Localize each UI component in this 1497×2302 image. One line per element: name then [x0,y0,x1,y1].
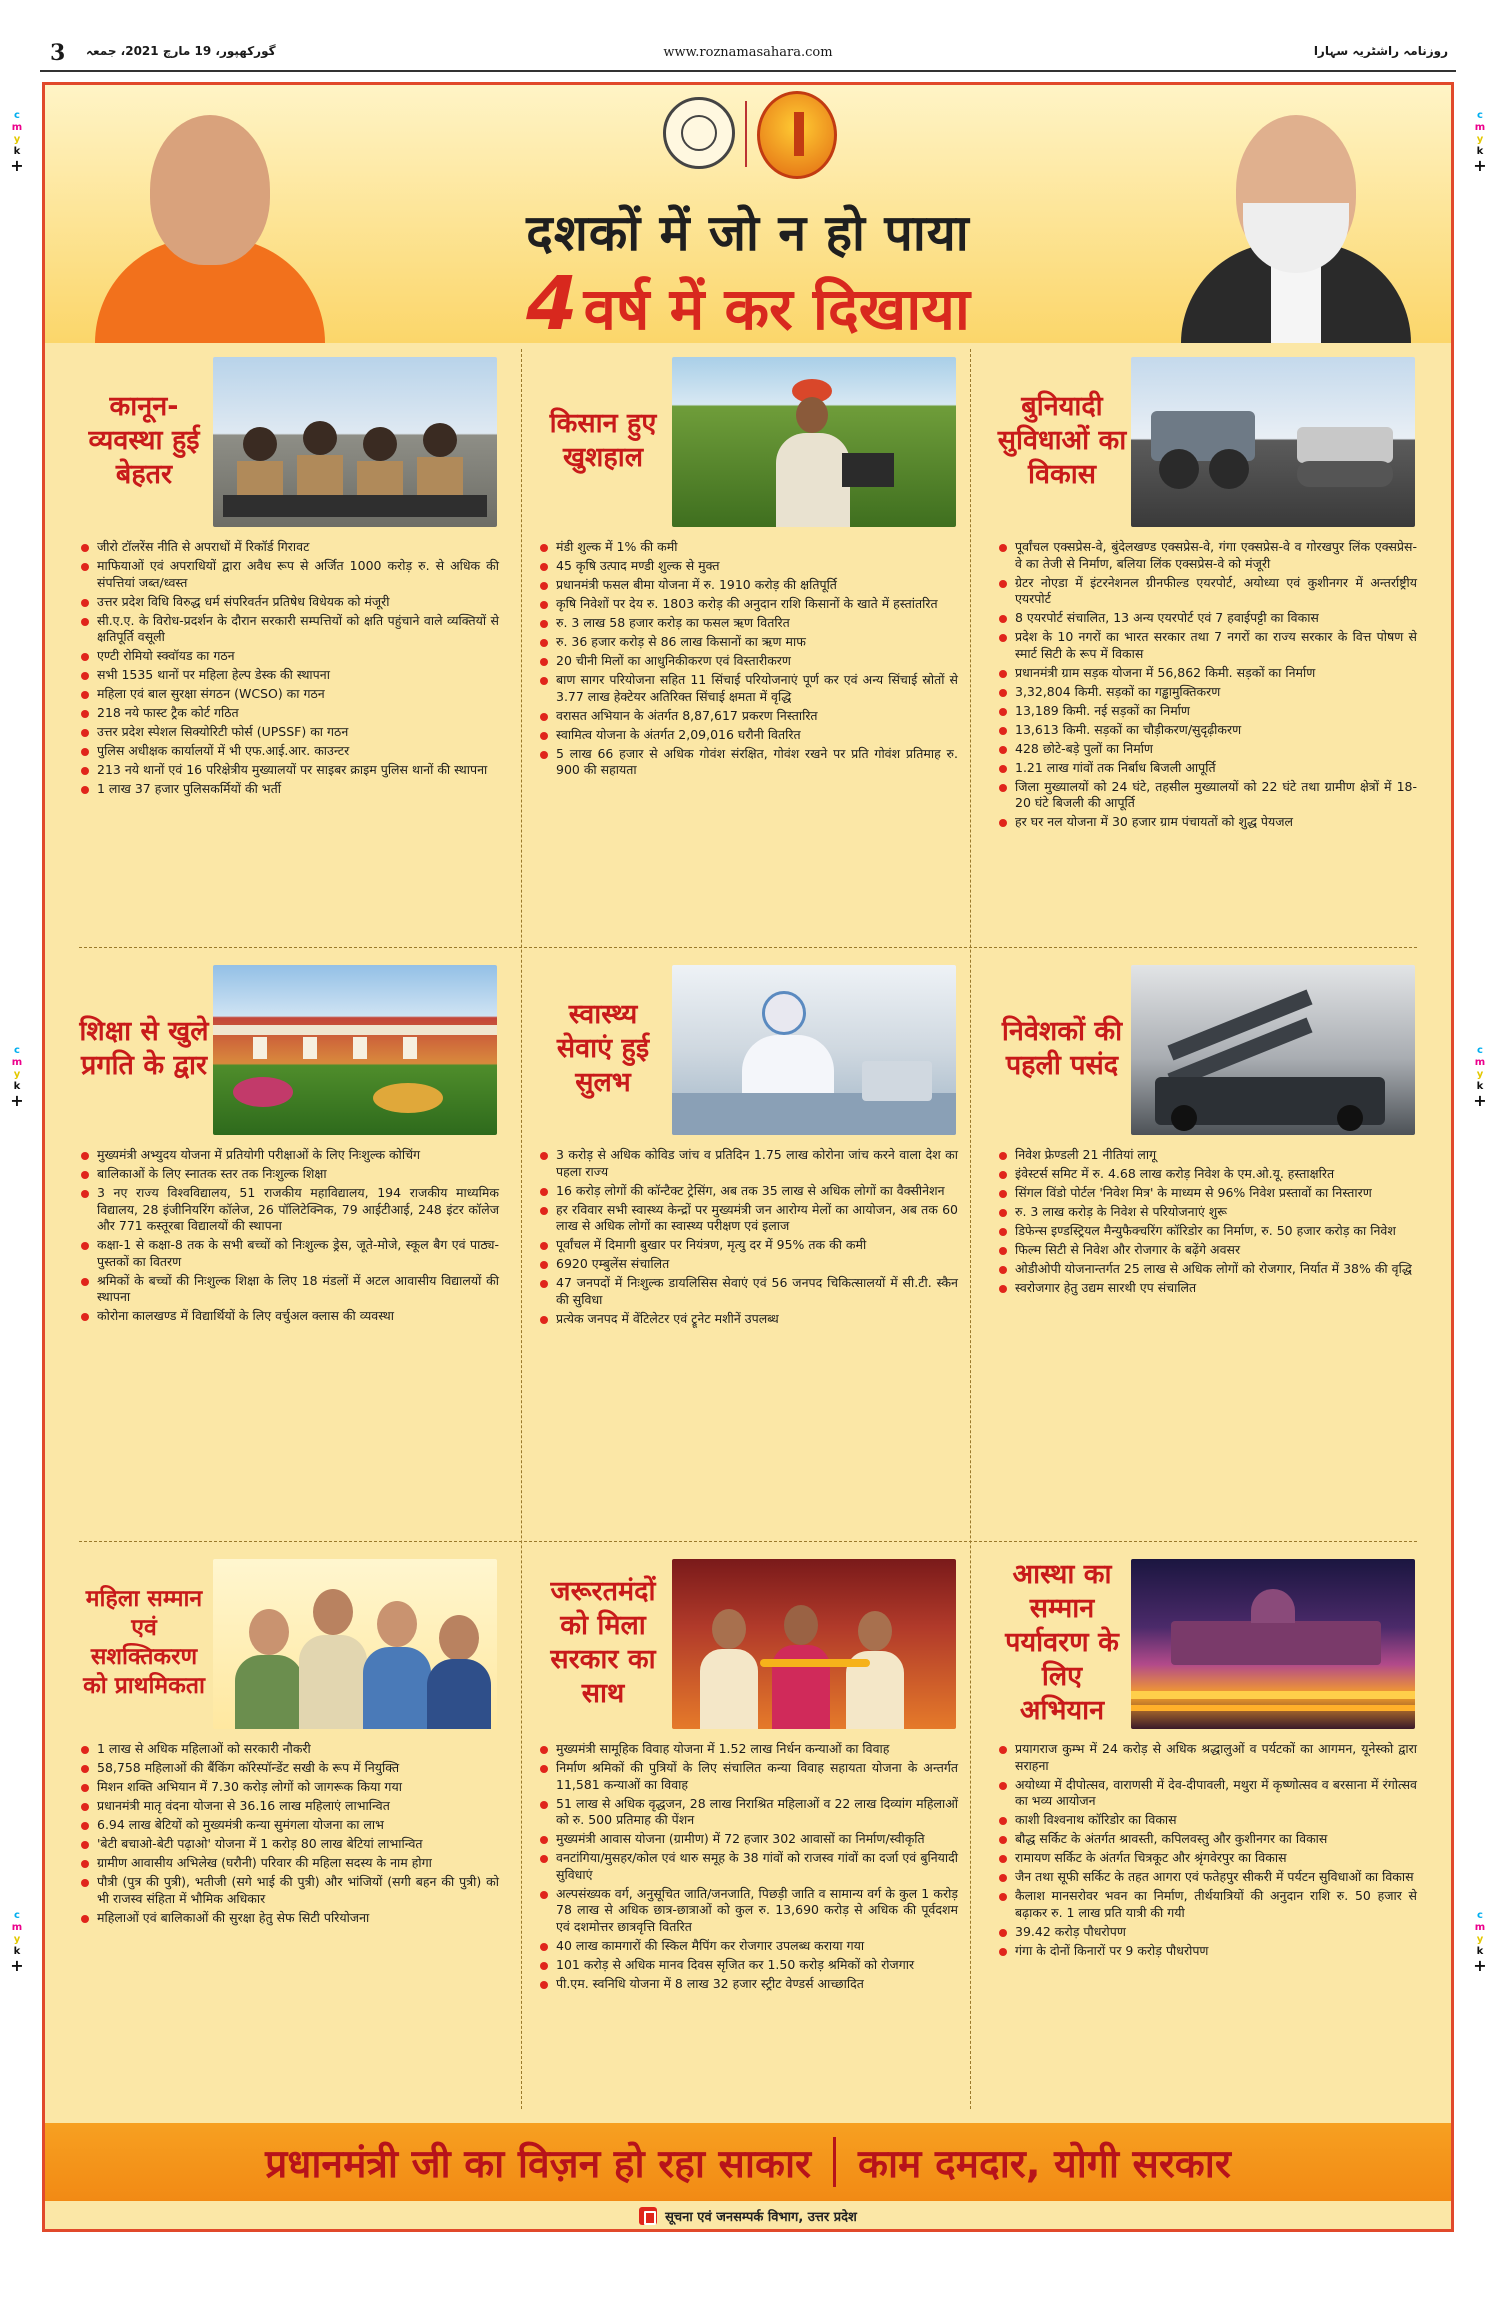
list-item: मुख्यमंत्री अभ्युदय योजना में प्रतियोगी परीक्षाओं के लिए निःशुल्क कोचिंग [79,1147,499,1164]
print-registration-mark: c m y k + [10,110,24,175]
panel-education [79,957,499,1323]
list-item: मुख्यमंत्री आवास योजना (ग्रामीण) में 72 हजार 302 आवासों का निर्माण/स्वीकृति [538,1831,958,1848]
column-divider [970,349,971,2109]
panel-health [538,957,958,1326]
list-item: उत्तर प्रदेश स्पेशल सिक्योरिटी फोर्स (UPSSF) का गठन [79,724,499,741]
list-item: 5 लाख 66 हजार से अधिक गोवंश संरक्षित, गोवंश रखने पर प्रति गोवंश प्रतिमाह रु. 900 की सहायता [538,746,958,779]
panel-infrastructure [997,349,1417,829]
list-item: 3 नए राज्य विश्वविद्यालय, 51 राजकीय महाविद्यालय, 194 राजकीय माध्यमिक विद्यालय, 28 इंजीनियरिंग कॉलेज, 26 पॉलिटेक्निक, 79 आईटीआई, 248 इंटर कॉलेज और 771 कस्तूरबा विद्यालयों की स्थापना [79,1185,499,1235]
panel-title: कानून-व्यवस्था हुई बेहतर [88,391,200,490]
list-item: 1.21 लाख गांवों तक निर्बाध बिजली आपूर्ति [997,760,1417,777]
list-item: रामायण सर्किट के अंतर्गत चित्रकूट और श्रृंगवेरपुर का विकास [997,1850,1417,1867]
list-item: 47 जनपदों में निःशुल्क डायलिसिस सेवाएं एवं 56 जनपद चिकित्सालयों में सी.टी. स्कैन की सुविधा [538,1275,958,1308]
list-item: कृषि निवेशों पर देय रु. 1803 करोड़ की अनुदान राशि किसानों के खाते में हस्तांतरित [538,596,958,613]
list-item: ग्रेटर नोएडा में इंटरनेशनल ग्रीनफील्ड एयरपोर्ट, अयोध्या एवं कुशीनगर में अन्तर्राष्ट्रीय एयरपोर्ट [997,575,1417,608]
list-item: 1 लाख से अधिक महिलाओं को सरकारी नौकरी [79,1741,499,1758]
farmer-field-photo [672,357,956,527]
list-item: उत्तर प्रदेश विधि विरुद्ध धर्म संपरिवर्तन प्रतिषेध विधेयक को मंजूरी [79,594,499,611]
list-item: 39.42 करोड़ पौधरोपण [997,1924,1417,1941]
list-item: 3 करोड़ से अधिक कोविड जांच व प्रतिदिन 1.75 लाख कोरोना जांच करने वाला देश का पहला राज्य [538,1147,958,1180]
list-item: सिंगल विंडो पोर्टल 'निवेश मित्र' के माध्यम से 96% निवेश प्रस्तावों का निस्तारण [997,1185,1417,1202]
list-item: पूर्वांचल में दिमागी बुखार पर नियंत्रण, मृत्यु दर में 95% तक की कमी [538,1237,958,1254]
column-divider [521,349,522,2109]
print-registration-mark: c m y k + [1473,1045,1487,1110]
defence-factory-photo [1131,965,1415,1135]
list-item: रु. 36 हजार करोड़ से 86 लाख किसानों का ऋण माफ [538,634,958,651]
list-item: एण्टी रोमियो स्क्वॉयड का गठन [79,648,499,665]
list-item: 1 लाख 37 हजार पुलिसकर्मियों की भर्ती [79,781,499,798]
dateline: گورکھپور، 19 مارچ 2021، جمعہ [86,44,276,58]
emblem-divider [745,101,747,167]
list-item: ग्रामीण आवासीय अभिलेख (घरौनी) परिवार की महिला सदस्य के नाम होगा [79,1855,499,1872]
newspaper-masthead [40,36,1456,68]
list-item: 40 लाख कामगारों की स्किल मैपिंग कर रोजगार उपलब्ध कराया गया [538,1938,958,1955]
panel-title: शिक्षा से खुले प्रगति के द्वार [79,1016,209,1081]
list-item: 13,613 किमी. सड़कों का चौड़ीकरण/सुदृढ़ीकरण [997,722,1417,739]
list-item: सी.ए.ए. के विरोध-प्रदर्शन के दौरान सरकारी सम्पत्तियों को क्षति पहुंचाने वाले व्यक्तियों से क्षतिपूर्ति वसूली [79,613,499,646]
list-item: इंवेस्टर्स समिट में रु. 4.68 लाख करोड़ निवेश के एम.ओ.यू. हस्ताक्षरित [997,1166,1417,1183]
state-seal-icon [663,97,735,169]
list-item: माफियाओं एवं अपराधियों द्वारा अवैध रूप से अर्जित 1000 करोड़ रु. से अधिक की संपत्तियां जब्त/ध्वस्त [79,558,499,591]
list-item: 6.94 लाख बेटियों को मुख्यमंत्री कन्या सुमंगला योजना का लाभ [79,1817,499,1834]
list-item: बालिकाओं के लिए स्नातक स्तर तक निःशुल्क शिक्षा [79,1166,499,1183]
list-item: स्वरोजगार हेतु उद्यम सारथी एप संचालित [997,1280,1417,1297]
road-construction-photo [1131,357,1415,527]
list-item: निवेश फ्रेण्डली 21 नीतियां लागू [997,1147,1417,1164]
list-item: श्रमिकों के बच्चों की निःशुल्क शिक्षा के लिए 18 मंडलों में अटल आवासीय विद्यालयों की स्थापना [79,1273,499,1306]
panel-title: स्वास्थ्य सेवाएं हुई सुलभ [556,999,650,1098]
list-item: 428 छोटे-बड़े पुलों का निर्माण [997,741,1417,758]
newspaper-name: روزنامہ راشٹریہ سہارا [1313,44,1448,58]
list-item: महिला एवं बाल सुरक्षा संगठन (WCSO) का गठन [79,686,499,703]
panel-bullets [538,539,958,781]
list-item: 3,32,804 किमी. सड़कों का गड्ढामुक्तिकरण [997,684,1417,701]
list-item: प्रदेश के 10 नगरों का भारत सरकार तथा 7 नगरों का राज्य सरकार के वित्त पोषण से स्मार्ट सिटी के रूप में विकास [997,629,1417,662]
list-item: फिल्म सिटी से निवेश और रोजगार के बढ़ेंगे अवसर [997,1242,1417,1259]
department-logo-icon [639,2207,657,2225]
list-item: स्वामित्व योजना के अंतर्गत 2,09,016 घरौनी वितरित [538,727,958,744]
panel-bullets [997,1741,1417,1962]
panel-bullets [79,1741,499,1929]
laboratory-photo [672,965,956,1135]
list-item: सभी 1535 थानों पर महिला हेल्प डेस्क की स्थापना [79,667,499,684]
department-credit [45,2203,1451,2229]
list-item: प्रयागराज कुम्भ में 24 करोड़ से अधिक श्रद्धालुओं व पर्यटकों का आगमन, यूनेस्को द्वारा सराहना [997,1741,1417,1774]
list-item: पौत्री (पुत्र की पुत्री), भतीजी (सगे भाई की पुत्री) और भांजियों (सगी बहन की पुत्री) को भी राजस्व संहिता में भौमिक अधिकार [79,1874,499,1907]
slogan-right: काम दमदार, योगी सरकार [858,2141,1231,2187]
list-item: प्रधानमंत्री ग्राम सड़क योजना में 56,862 किमी. सड़कों का निर्माण [997,665,1417,682]
panel-bullets [79,539,499,800]
row-divider [79,1541,1417,1542]
panel-bullets [79,1147,499,1327]
headline-line-1: दशकों में जो न हो पाया [526,204,970,262]
list-item: 218 नये फास्ट ट्रैक कोर्ट गठित [79,705,499,722]
list-item: वनटांगिया/मुसहर/कोल एवं थारु समूह के 38 गांवों को राजस्व गांवों का दर्जा एवं बुनियादी सुविधाएं [538,1850,958,1883]
panel-title: निवेशकों की पहली पसंद [1001,1016,1123,1081]
list-item: बाण सागर परियोजना सहित 11 सिंचाई परियोजनाएं पूर्ण कर एवं अन्य सिंचाई स्रोतों से 3.77 लाख हेक्टेयर अतिरिक्त सिंचाई क्षमता में वृद्धि [538,672,958,705]
print-registration-mark: c m y k + [1473,1910,1487,1975]
panel-title: किसान हुए खुशहाल [549,408,657,473]
emblem-group [633,91,863,183]
list-item: रु. 3 लाख करोड़ के निवेश से परियोजनाएं शुरू [997,1204,1417,1221]
list-item: हर घर नल योजना में 30 हजार ग्राम पंचायतों को शुद्ध पेयजल [997,814,1417,831]
list-item: डिफेन्स इण्डस्ट्रियल मैन्युफैक्चरिंग कॉरिडोर का निर्माण, रु. 50 हजार करोड़ का निवेश [997,1223,1417,1240]
list-item: 101 करोड़ से अधिक मानव दिवस सृजित कर 1.50 करोड़ श्रमिकों को रोजगार [538,1957,958,1974]
list-item: 6920 एम्बुलेंस संचालित [538,1256,958,1273]
list-item: प्रधानमंत्री मातृ वंदना योजना से 36.16 लाख महिलाएं लाभान्वित [79,1798,499,1815]
panel-women [79,1551,499,1925]
slogan-band [45,2123,1451,2201]
list-item: 'बेटी बचाओ-बेटी पढ़ाओ' योजना में 1 करोड़ 80 लाख बेटियां लाभान्वित [79,1836,499,1853]
list-item: मंडी शुल्क में 1% की कमी [538,539,958,556]
panel-law-and-order [79,349,499,796]
list-item: हर रविवार सभी स्वास्थ्य केन्द्रों पर मुख्यमंत्री जन आरोग्य मेलों का आयोजन, अब तक 60 लाख से अधिक लोगों का स्वास्थ्य परीक्षण एवं इलाज [538,1202,958,1235]
list-item: गंगा के दोनों किनारों पर 9 करोड़ पौधरोपण [997,1943,1417,1960]
panel-investment [997,957,1417,1295]
list-item: जैन तथा सूफी सर्किट के तहत आगरा एवं फतेहपुर सीकरी में पर्यटन सुविधाओं का विकास [997,1869,1417,1886]
panel-bullets [997,1147,1417,1299]
masthead-rule [40,70,1456,72]
headline-number: 4 [516,261,587,347]
list-item: कक्षा-1 से कक्षा-8 तक के सभी बच्चों को निःशुल्क ड्रेस, जूते-मोजे, स्कूल बैग एवं पाठ्य-पुस्तकों का वितरण [79,1237,499,1270]
panel-bullets [538,1147,958,1330]
list-item: बौद्ध सर्किट के अंतर्गत श्रावस्ती, कपिलवस्तु और कुशीनगर का विकास [997,1831,1417,1848]
list-item: महिलाओं एवं बालिकाओं की सुरक्षा हेतु सेफ सिटी परियोजना [79,1910,499,1927]
list-item: पूर्वांचल एक्सप्रेस-वे, बुंदेलखण्ड एक्सप्रेस-वे, गंगा एक्सप्रेस-वे व गोरखपुर लिंक एक्सप्रेस-वे का तेजी से निर्माण, बलिया लिंक एक्सप्रेस-वे को मंजूरी [997,539,1417,572]
headline-line-2-text: वर्ष में कर दिखाया [583,275,970,343]
list-item: मुख्यमंत्री सामूहिक विवाह योजना में 1.52 लाख निर्धन कन्याओं का विवाह [538,1741,958,1758]
list-item: प्रधानमंत्री फसल बीमा योजना में रु. 1910 करोड़ की क्षतिपूर्ति [538,577,958,594]
police-scooter-photo [213,357,497,527]
panel-title: आस्था का सम्मान पर्यावरण के लिए अभियान [1005,1559,1119,1726]
prime-minister-photo [1181,103,1411,343]
department-name: सूचना एवं जनसम्पर्क विभाग, उत्तर प्रदेश [665,2210,857,2225]
panel-farmers [538,349,958,777]
website-url: www.roznamasahara.com [663,45,833,60]
page-number: 3 [50,40,66,66]
panel-faith-environment [997,1551,1417,1958]
hero-banner [45,85,1451,347]
list-item: कोरोना कालखण्ड में विद्यार्थियों के लिए वर्चुअल क्लास की व्यवस्था [79,1308,499,1325]
row-divider [79,947,1417,948]
print-registration-mark: c m y k + [10,1045,24,1110]
deepotsav-photo [1131,1559,1415,1729]
panel-title: महिला सम्मान एवं सशक्तिकरण को प्राथमिकता [83,1586,205,1699]
list-item: निर्माण श्रमिकों की पुत्रियों के लिए संचालित कन्या विवाह सहायता योजना के अन्तर्गत 11,581 कन्याओं का विवाह [538,1760,958,1793]
panel-bullets [538,1741,958,1995]
list-item: 8 एयरपोर्ट संचालित, 13 अन्य एयरपोर्ट एवं 7 हवाईपट्टी का विकास [997,610,1417,627]
list-item: 213 नये थानों एवं 16 परिक्षेत्रीय मुख्यालयों पर साइबर क्राइम पुलिस थानों की स्थापना [79,762,499,779]
list-item: काशी विश्वनाथ कॉरिडोर का विकास [997,1812,1417,1829]
mass-wedding-photo [672,1559,956,1729]
list-item: प्रत्येक जनपद में वेंटिलेटर एवं ट्रूनेट मशीनें उपलब्ध [538,1311,958,1328]
list-item: 16 करोड़ लोगों की कॉन्टैक्ट ट्रेसिंग, अब तक 35 लाख से अधिक लोगों का वैक्सीनेशन [538,1183,958,1200]
panel-bullets [997,539,1417,833]
panel-welfare [538,1551,958,1991]
list-item: कैलाश मानसरोवर भवन का निर्माण, तीर्थयात्रियों की अनुदान राशि रु. 50 हजार से बढ़ाकर रु. 1 लाख प्रति यात्री की गयी [997,1888,1417,1921]
print-registration-mark: c m y k + [1473,110,1487,175]
list-item: पुलिस अधीक्षक कार्यालयों में भी एफ.आई.आर. काउन्टर [79,743,499,760]
list-item: वरासत अभियान के अंतर्गत 8,87,617 प्रकरण निस्तारित [538,708,958,725]
print-registration-mark: c m y k + [10,1910,24,1975]
panel-title: जरूरतमंदों को मिला सरकार का साथ [550,1576,656,1709]
list-item: ओडीओपी योजनान्तर्गत 25 लाख से अधिक लोगों को रोजगार, निर्यात में 38% की वृद्धि [997,1261,1417,1278]
slogan-left: प्रधानमंत्री जी का विज़न हो रहा साकार [265,2141,811,2187]
list-item: पी.एम. स्वनिधि योजना में 8 लाख 32 हजार स्ट्रीट वेण्डर्स आच्छादित [538,1976,958,1993]
slogan-divider [833,2137,836,2187]
anniversary-badge-icon [757,91,837,179]
list-item: 58,758 महिलाओं की बैंकिंग कॉरेस्पॉन्डेंट सखी के रूप में नियुक्ति [79,1760,499,1777]
list-item: अयोध्या में दीपोत्सव, वाराणसी में देव-दीपावली, मथुरा में कृष्णोत्सव व बरसाना में रंगोत्सव का भव्य आयोजन [997,1777,1417,1810]
list-item: 51 लाख से अधिक वृद्धजन, 28 लाख निराश्रित महिलाओं व 22 लाख दिव्यांग महिलाओं को रु. 500 प्रतिमाह की पेंशन [538,1796,958,1829]
panel-title: बुनियादी सुविधाओं का विकास [997,391,1127,490]
list-item: अल्पसंख्यक वर्ग, अनुसूचित जाति/जनजाति, पिछड़ी जाति व सामान्य वर्ग के कुल 1 करोड़ 78 लाख से अधिक छात्र-छात्राओं को कुल रु. 13,690 करोड़ से अधिक की पूर्वदशम एवं दशमोत्तर छात्रवृत्ति वितरित [538,1886,958,1936]
list-item: 13,189 किमी. नई सड़कों का निर्माण [997,703,1417,720]
list-item: मिशन शक्ति अभियान में 7.30 करोड़ लोगों को जागरूक किया गया [79,1779,499,1796]
list-item: जिला मुख्यालयों को 24 घंटे, तहसील मुख्यालयों को 22 घंटे तथा ग्रामीण क्षेत्रों में 18-20 घंटे बिजली की आपूर्ति [997,779,1417,812]
government-advertisement [42,82,1454,2232]
school-building-photo [213,965,497,1135]
list-item: जीरो टॉलरेंस नीति से अपराधों में रिकॉर्ड गिरावट [79,539,499,556]
list-item: 45 कृषि उत्पाद मण्डी शुल्क से मुक्त [538,558,958,575]
women-group-photo [213,1559,497,1729]
list-item: 20 चीनी मिलों का आधुनिकीकरण एवं विस्तारीकरण [538,653,958,670]
list-item: रु. 3 लाख 58 हजार करोड़ का फसल ऋण वितरित [538,615,958,632]
